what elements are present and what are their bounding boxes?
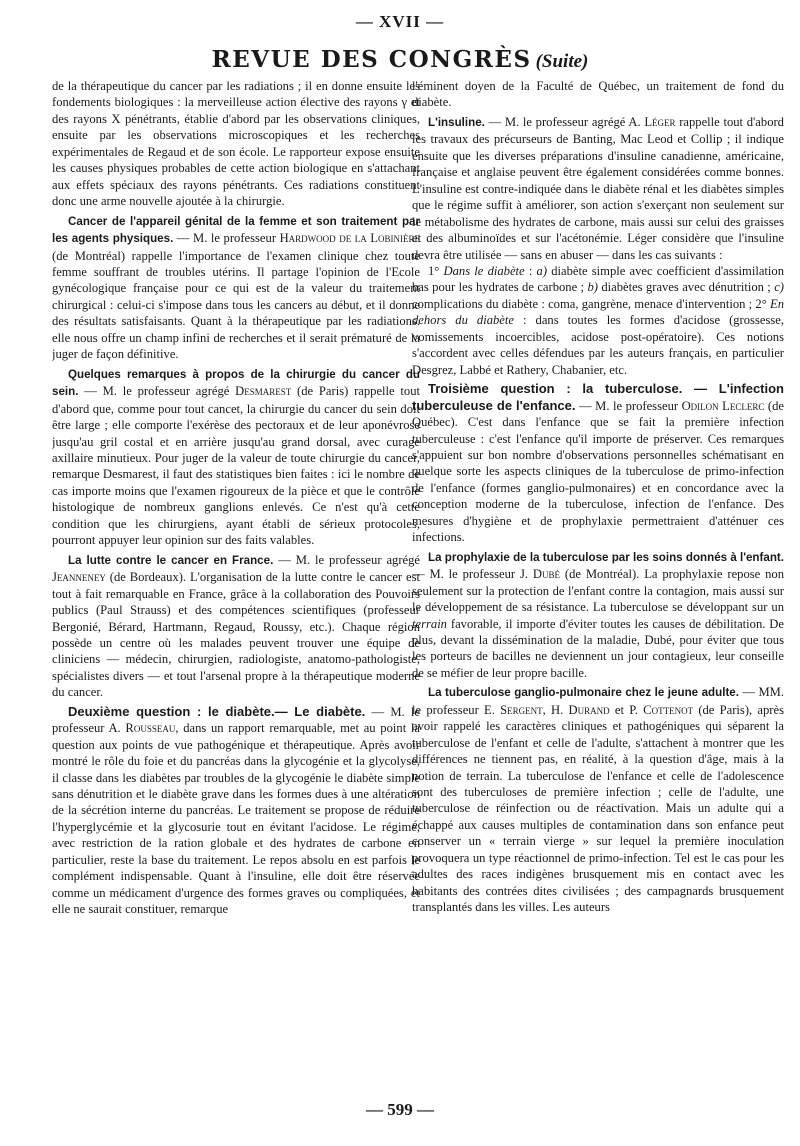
paragraph-cancer-genital: Cancer de l'appareil génital de la femme et son traitement par les agents physiques. — M. le professeur Hardwood de la Lobinière (de Montréal) rappelle l'importance de l'examen clinique chez toute femme souffrant de troubles utérins. Il partage l'opinion de l'Ecole gynécologique française pour ce qui est de la valeur du traitement chirurgical : celui-ci s'impose dans tous les cancers au début, et il donne des résultats satisfaisants. Quant à la thérapeutique par les radiations. elle nous offre un champ infini de recherches et il serait prématuré de la juger de façon définitive. [52, 214, 420, 362]
section-heading: La tuberculose ganglio-pulmonaire chez le jeune adulte. [428, 686, 739, 700]
paragraph-cancer-sein: Quelques remarques à propos de la chirurgie du cancer du sein. — M. le professeur agrégé Desmarest (de Paris) rappelle tout d'abord que, comme pour tout cancet, la chirurgie du cancer du sein doit être large ; elle comporte l'exérèse des pectoraux et de leur aponévrose jusqu'au gril costal et en arrière jusqu'au grand dorsal, avec curage axillaire minutieux. Pour juger de la valeur de toute chirurgie du cancer, remarque Desmarest, il faut des statistiques bien faites : ici le nombre de cas importe moins que l'examen rigoureux de la pièce et que le contrôle histologique de nombreux ganglions enlevés. Ce n'est qu'à cette condition que les chirurgiens, ayant établi de sérieux protocoles, pourront appuyer leur opinion sur des faits valables. [52, 367, 420, 548]
section-heading: Deuxième question : le diabète.— Le diabète. [68, 703, 366, 719]
paragraph-tuberculose-adulte: La tuberculose ganglio-pulmonaire chez le jeune adulte. — MM. le professeur E. Sergent, H. Durand et P. Cottenot (de Paris), après avoir rappelé les caractères cliniques et pathogéniques qui séparent la tuberculose de l'enfant et celle de l'adulte, s'attachent à montrer que les différences ne tiennent pas, en réalité, à la question d'âge, mais à la notion de terrain. La tuberculose de l'enfance et celle de l'adolescence sont des tuberculoses de première infection ; celle de l'adulte, une tuberculose de réinfection ou de réactivation. Mais un adulte qui a échappé aux causes multiples de contamination dans son enfance peut conserver un « terrain vierge » sur lequel la première inoculation provoquera un type réactionnel de primo-infection. Tel est le cas pour les adultes des races indigènes brusquement mis en contact avec les habitants des contrées dites civilisées ; des campagnards brusquement transplantés dans les villes. Les auteurs [412, 685, 784, 915]
author-name: P. Cottenot [629, 702, 694, 717]
section-title-text: REVUE DES CONGRÈS [211, 46, 532, 73]
section-heading: Quelques remarques à propos de la chirurgie du cancer du sein. [52, 367, 420, 399]
author-name: Desmarest [235, 384, 292, 399]
author-name: Odilon Leclerc [681, 398, 765, 413]
roman-page-header: — XVII — [355, 12, 445, 31]
section-title-suite: (Suite) [535, 51, 589, 72]
left-column [52, 78, 420, 1098]
author-name: Léger [644, 114, 676, 129]
right-column [412, 78, 784, 1098]
paragraph-prophylaxie: La prophylaxie de la tuberculose par les soins donnés à l'enfant. — M. le professeur J. Dubé (de Montréal). La prophylaxie repose non seulement sur la protection de l'enfant contre la contagion, mais aussi sur le développement de sa résistance. La tuberculose se développant sur un terrain favorable, il importe d'éviter toutes les causes de débilitation. De plus, devant la dissémination de la maladie, Dubé, pour éviter que tous les porteurs de bacilles ne deviennent un jour contagieux, leur conseille de se méfier de leur propre bacille. [412, 550, 784, 680]
paragraph-radiations: de la thérapeutique du cancer par les radiations ; il en donne ensuite les fondements biologiques : la merveilleuse action élective des rayons γ et des rayons X pénétrants, établie d'abord par les observations cliniques, ensuite par les observations microscopiques et les recherches expérimentales de Regaud et de son école. Le rapporteur expose ensuite les causes physiques probables de cette action biologique en s'attachant aux effets spéciaux des rayons pénétrants. Ces radiations constituent donc une arme nouvelle ajoutée à la chirurgie. [52, 79, 420, 209]
paragraph-doyen: l'éminent doyen de la Faculté de Québec, un traitement de fond du diabète. [412, 79, 784, 110]
author-name: Jeanneney [52, 570, 106, 585]
paragraph-insuline-list: 1° Dans le diabète : a) diabète simple avec coefficient d'assimilation bas pour les hydrates de carbone ; b) diabètes graves avec dénutrition ; c) complications du diabète : coma, gangrène, menace d'intervention ; 2° En dehors du diabète : dans toutes les formes d'acidose (grossesse, vomissements incoercibles, acidose post-opératoire). Ces notions s'accordent avec celles défendues par les auteurs français, en particulier Desgrez, Labbé et Rathery, Chabanier, etc. [412, 263, 784, 377]
page-number: — 599 — [366, 1100, 434, 1119]
section-heading: Troisième question : la tuberculose. — L'infection tuberculeuse de l'enfance. [412, 381, 784, 413]
author-name: Dubé [532, 567, 560, 582]
section-heading: L'insuline. [428, 115, 485, 129]
section-heading: Cancer de l'appareil génital de la femme et son traitement par les agents physiques. [52, 214, 420, 246]
section-heading: La lutte contre le cancer en France. [68, 553, 274, 567]
paragraph-insuline: L'insuline. — M. le professeur agrégé A. Léger rappelle tout d'abord les travaux des précurseurs de Banting, Mac Leod et Collip ; il indique ensuite que les diverses préparations d'insuline canadienne, américaine, française et anglaise peuvent être également considérées comme bonnes. L'insuline est contre-indiquée dans le diabète rénal et les diabètes simples que le régime suffit à améliorer, son action s'exerçant non seulement sur le métabolisme des hydrates de carbone, mais aussi sur celui des graisses et des albuminoïdes et sur l'acétonémie. Léger considère que l'insuline devra être utilisée — sans en abuser — dans les cas suivants : [412, 114, 784, 262]
paragraph-tuberculose-enfance: Troisième question : la tuberculose. — L'infection tuberculeuse de l'enfance. — M. le professeur Odilon Leclerc (de Québec). C'est dans l'enfance que se fait la première infection tuberculeuse : c'est l'enfance qu'il importe de préserver. Ces remarques s'appuient sur bon nombre d'observations personnelles schématisant en quelque sorte les aspects cliniques de la tuberculose de primo-infection de l'enfance (formes ganglio-pulmonaires) et en concordance avec la conception moderne de la tuberculose, infection de l'enfance. Des mesures d'hygiène et de prophylaxie permettraient d'atténuer ces infections. [412, 381, 784, 545]
author-name: Hardwood de la Lobinière [279, 231, 420, 246]
section-title [0, 46, 800, 73]
paragraph-lutte-cancer: La lutte contre le cancer en France. — M. le professeur agrégé Jeanneney (de Bordeaux). L'organisation de la lutte contre le cancer est tout à fait remarquable en France, grâce à la collaboration des Pouvoirs publics (Paul Strauss) et des compétences scientifiques (professeur Bergonié, Bérard, Hartmann, Regaud, Roussy, etc.). Chaque région possède un centre où les malades peuvent trouver une équipe de cliniciens — médecin, chirurgien, radiologiste, anatomo-pathologiste, spécialistes divers — et tout l'arsenal propre à la thérapeutique moderne du cancer. [52, 552, 420, 700]
section-heading: La prophylaxie de la tuberculose par les soins donnés à l'enfant. [428, 550, 784, 564]
author-name: Rousseau [125, 721, 176, 736]
author-name: E. Sergent [484, 702, 543, 717]
author-name: H. Durand [551, 702, 610, 717]
paragraph-diabete: Deuxième question : le diabète.— Le diabète. — M. le professeur A. Rousseau, dans un rapport remarquable, met au point la question aux points de vue pathogénique et thérapeutique. Après avoir montré le rôle du foie et du pancréas dans la glycogénie et la glycolyse, il classe dans les diabètes par troubles de la glycogénie le diabète simple sans dénutrition et le diabète grave dans les formes dues à une altération de la sécrétion interne du pancréas. Le traitement se propose de réduire l'hyperglycémie et la glycosurie tout en évitant l'acidose. Le régime, avec restriction de la ration globale et des hydrates de carbone en particulier, reste la base du traitement. Le repos absolu en est parfois le complément indispensable. Quant à l'insuline, elle doit être réservée comme un médicament d'urgence des formes graves ou compliquées, et elle ne saurait constituer, remarque [52, 703, 420, 917]
